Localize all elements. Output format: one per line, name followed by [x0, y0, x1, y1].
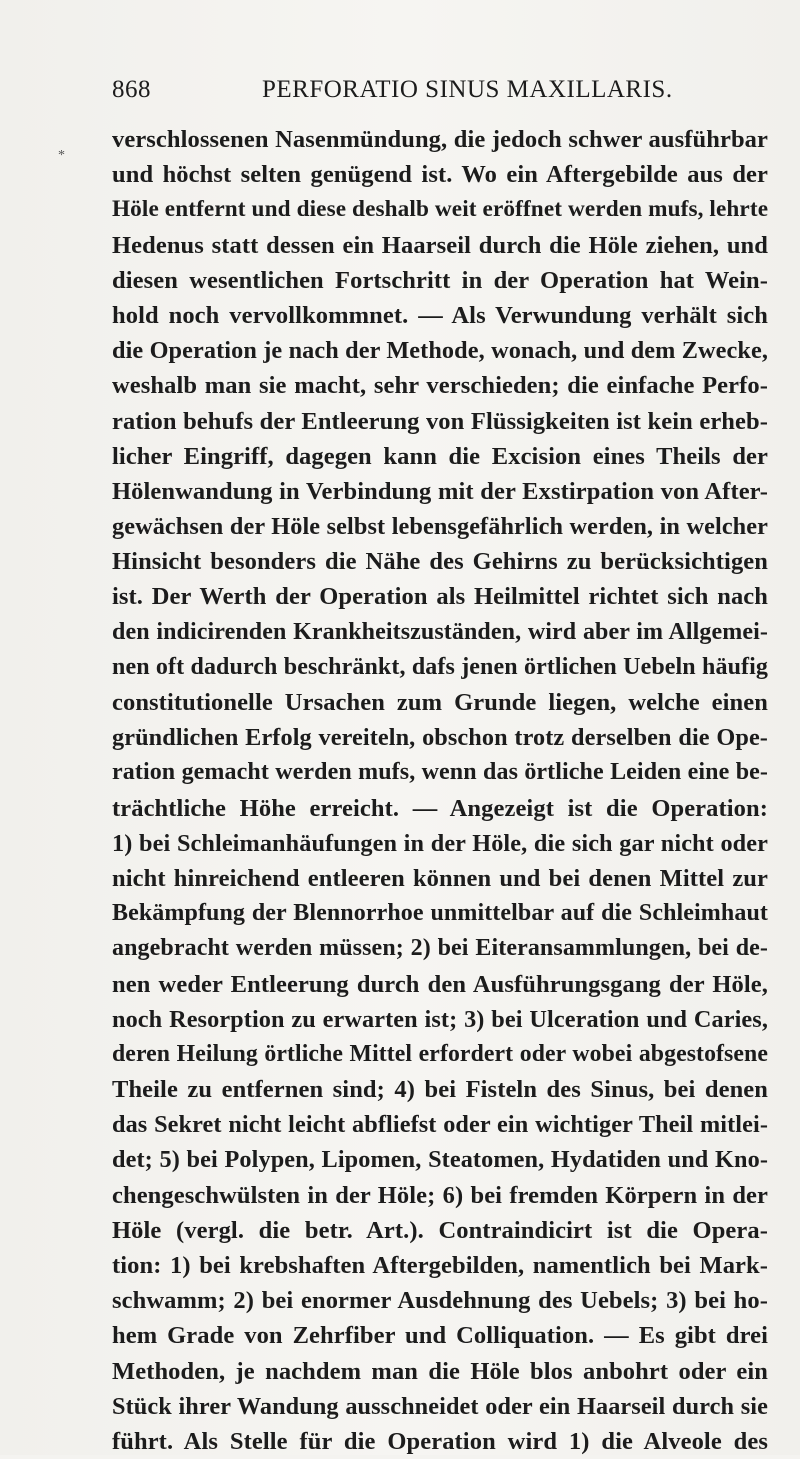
text-line: Hölenwandung in Verbindung mit der Exstirpation von After-: [112, 477, 768, 505]
text-line: hem Grade von Zehrfiber und Colliquation. — Es gibt drei: [112, 1322, 768, 1350]
text-line: angebracht werden müssen; 2) bei Eiteransammlungen, bei de-: [112, 935, 768, 962]
text-line: und höchst selten genügend ist. Wo ein Aftergebilde aus der: [112, 161, 768, 189]
text-line: nen oft dadurch beschränkt, dafs jenen örtlichen Uebeln häufig: [112, 653, 768, 680]
text-line: verschlossenen Nasenmündung, die jedoch schwer ausführbar: [112, 126, 768, 153]
text-line: gewächsen der Höle selbst lebensgefährlich werden, in welcher: [112, 513, 768, 541]
text-line: constitutionelle Ursachen zum Grunde liegen, welche einen: [112, 689, 768, 716]
text-line: hold noch vervollkommnet. — Als Verwundung verhält sich: [112, 301, 768, 329]
text-line: ist. Der Werth der Operation als Heilmittel richtet sich nach: [112, 583, 768, 611]
text-line: Höle (vergl. die betr. Art.). Contraindicirt ist die Opera-: [112, 1216, 768, 1244]
text-line: führt. Als Stelle für die Operation wird 1) die Alveole des: [112, 1427, 768, 1455]
text-line: ration behufs der Entleerung von Flüssigkeiten ist kein erheb-: [112, 407, 768, 435]
text-line: Höle entfernt und diese deshalb weit eröffnet werden mufs, lehrte: [112, 196, 769, 223]
text-line: 1) bei Schleimanhäufungen in der Höle, die sich gar nicht oder: [112, 829, 768, 857]
text-line: Bekämpfung der Blennorrhoe unmittelbar auf die Schleimhaut: [112, 900, 768, 927]
text-line: den indicirenden Krankheitszuständen, wird aber im Allgemei-: [112, 618, 768, 645]
text-line: det; 5) bei Polypen, Lipomen, Steatomen, Hydatiden und Kno-: [112, 1146, 768, 1174]
text-line: tion: 1) bei krebshaften Aftergebilden, namentlich bei Mark-: [112, 1252, 768, 1279]
text-line: nicht hinreichend entleeren können und bei denen Mittel zur: [112, 864, 768, 892]
text-line: noch Resorption zu erwarten ist; 3) bei Ulceration und Caries,: [112, 1005, 768, 1033]
text-line: ration gemacht werden mufs, wenn das örtliche Leiden eine be-: [112, 759, 768, 786]
text-line: licher Eingriff, dagegen kann die Excision eines Theils der: [112, 442, 768, 470]
text-line: Hinsicht besonders die Nähe des Gehirns zu berücksichtigen: [112, 548, 768, 576]
margin-mark: *: [58, 148, 65, 163]
text-line: weshalb man sie macht, sehr verschieden; die einfache Perfo-: [112, 372, 768, 400]
body-text: [112, 122, 768, 1459]
text-line: deren Heilung örtliche Mittel erfordert oder wobei abgestofsene: [112, 1040, 768, 1067]
text-line: Methoden, je nachdem man die Höle blos anbohrt oder ein: [112, 1357, 768, 1385]
text-line: Stück ihrer Wandung ausschneidet oder ein Haarseil durch sie: [112, 1392, 768, 1420]
text-line: schwamm; 2) bei enormer Ausdehnung des Uebels; 3) bei ho-: [112, 1287, 768, 1315]
text-line: Theile zu entfernen sind; 4) bei Fisteln des Sinus, bei denen: [112, 1076, 768, 1104]
text-line: diesen wesentlichen Fortschritt in der Operation hat Wein-: [112, 266, 768, 294]
text-line: Hedenus statt dessen ein Haarseil durch die Höle ziehen, und: [112, 231, 768, 259]
running-head: PERFORATIO SINUS MAXILLARIS.: [262, 76, 673, 103]
page-number: 868: [112, 76, 151, 103]
text-line: die Operation je nach der Methode, wonach, und dem Zwecke,: [112, 337, 768, 365]
text-line: trächtliche Höhe erreicht. — Angezeigt ist die Operation:: [112, 794, 768, 822]
text-line: das Sekret nicht leicht abfliefst oder ein wichtiger Theil mitlei-: [112, 1111, 768, 1139]
page-header: [112, 76, 752, 112]
text-line: chengeschwülsten in der Höle; 6) bei fremden Körpern in der: [112, 1181, 768, 1209]
text-line: nen weder Entleerung durch den Ausführungsgang der Höle,: [112, 970, 768, 998]
text-line: gründlichen Erfolg vereiteln, obschon trotz derselben die Ope-: [112, 724, 768, 752]
